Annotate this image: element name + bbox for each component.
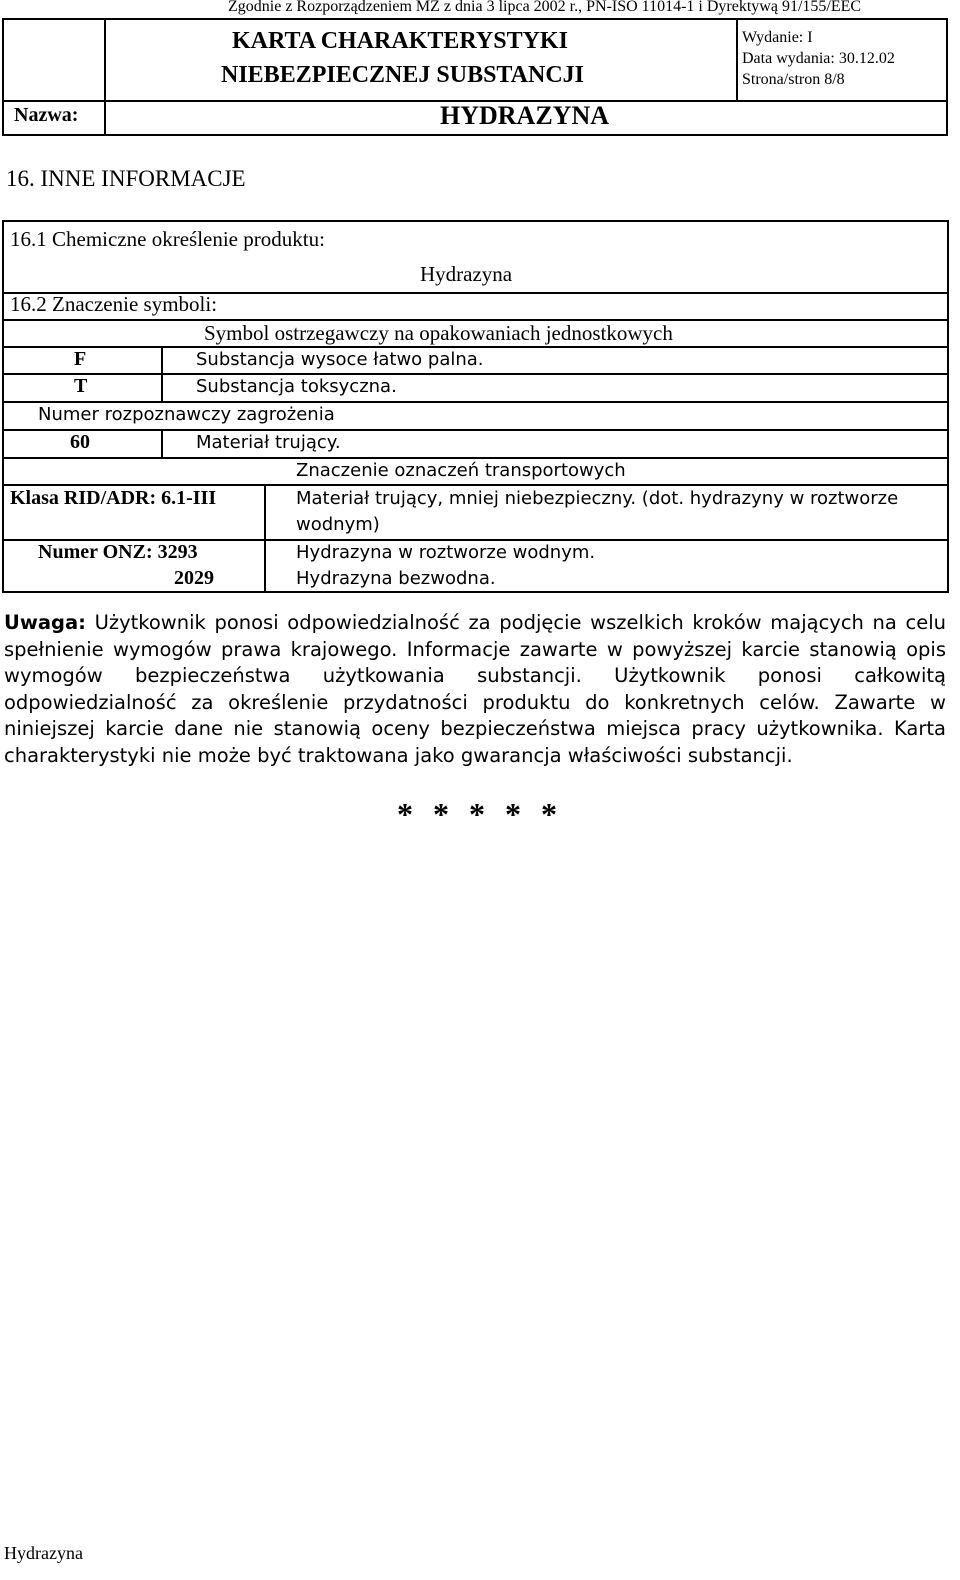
onz-label: Numer ONZ: 3293 [38, 541, 198, 563]
disclaimer-paragraph [4, 610, 946, 769]
edition: Wydanie: I [742, 29, 813, 46]
hazard-number-heading: Numer rozpoznawczy zagrożenia [38, 404, 335, 425]
issue-date: Data wydania: 30.12.02 [742, 50, 895, 67]
hazard-number-code: 60 [70, 431, 90, 453]
symbol-code: T [74, 375, 88, 397]
onz-second-number: 2029 [174, 567, 214, 589]
end-marker: * * * * * [397, 796, 563, 832]
hazard-number-text: Materiał trujący. [196, 432, 341, 453]
note-label: Uwaga: [4, 611, 86, 634]
symbol-text: Substancja toksyczna. [196, 376, 397, 397]
name-label: Nazwa: [14, 104, 79, 126]
document-title-line2: NIEBEZPIECZNEJ SUBSTANCJI [221, 62, 584, 88]
product-name: Hydrazyna [420, 262, 513, 286]
subsection-2-label: 16.2 Znaczenie symboli: [10, 292, 218, 316]
symbol-code: F [74, 348, 87, 370]
section-title: 16. INNE INFORMACJE [6, 166, 246, 191]
symbol-text: Substancja wysoce łatwo palna. [196, 349, 484, 370]
footer-substance-name: Hydrazyna [4, 1543, 83, 1563]
class-text: Materiał trujący, mniej niebezpieczny. (dot. hydrazyny w roztworze [296, 488, 899, 509]
subsection-1-label: 16.1 Chemiczne określenie produktu: [10, 227, 325, 251]
transport-heading: Znaczenie oznaczeń transportowych [296, 460, 626, 481]
regulation-header: Zgodnie z Rozporządzeniem MZ z dnia 3 lipca 2002 r., PN-ISO 11014-1 i Dyrektywą 91/155/EEC [228, 0, 862, 15]
document-title-line1: KARTA CHARAKTERYSTYKI [232, 28, 568, 54]
onz-text-2: Hydrazyna bezwodna. [296, 568, 496, 589]
note-text: Użytkownik ponosi odpowiedzialność za podjęcie wszelkich kroków mających na celu spełnienie wymogów prawa krajowego. Informacje zawarte w powyższej karcie stanowią opis wymogów bezpieczeństwa użytkowania substancji. Użytkownik ponosi całkowitą odpowiedzialność za określenie przydatności produktu do konkretnych celów. Zawarte w niniejszej karcie dane nie stanowią oceny bezpieczeństwa miejsca pracy użytkownika. Karta charakterystyki nie może być traktowana jako gwarancja właściwości substancji. [4, 611, 946, 767]
page-number: Strona/stron 8/8 [742, 71, 845, 88]
onz-text-1: Hydrazyna w roztworze wodnym. [296, 542, 596, 563]
warning-symbols-heading: Symbol ostrzegawczy na opakowaniach jednostkowych [204, 321, 673, 345]
class-text-continued: wodnym) [296, 514, 380, 535]
class-label: Klasa RID/ADR: 6.1-III [10, 487, 217, 509]
substance-name: HYDRAZYNA [440, 101, 609, 130]
